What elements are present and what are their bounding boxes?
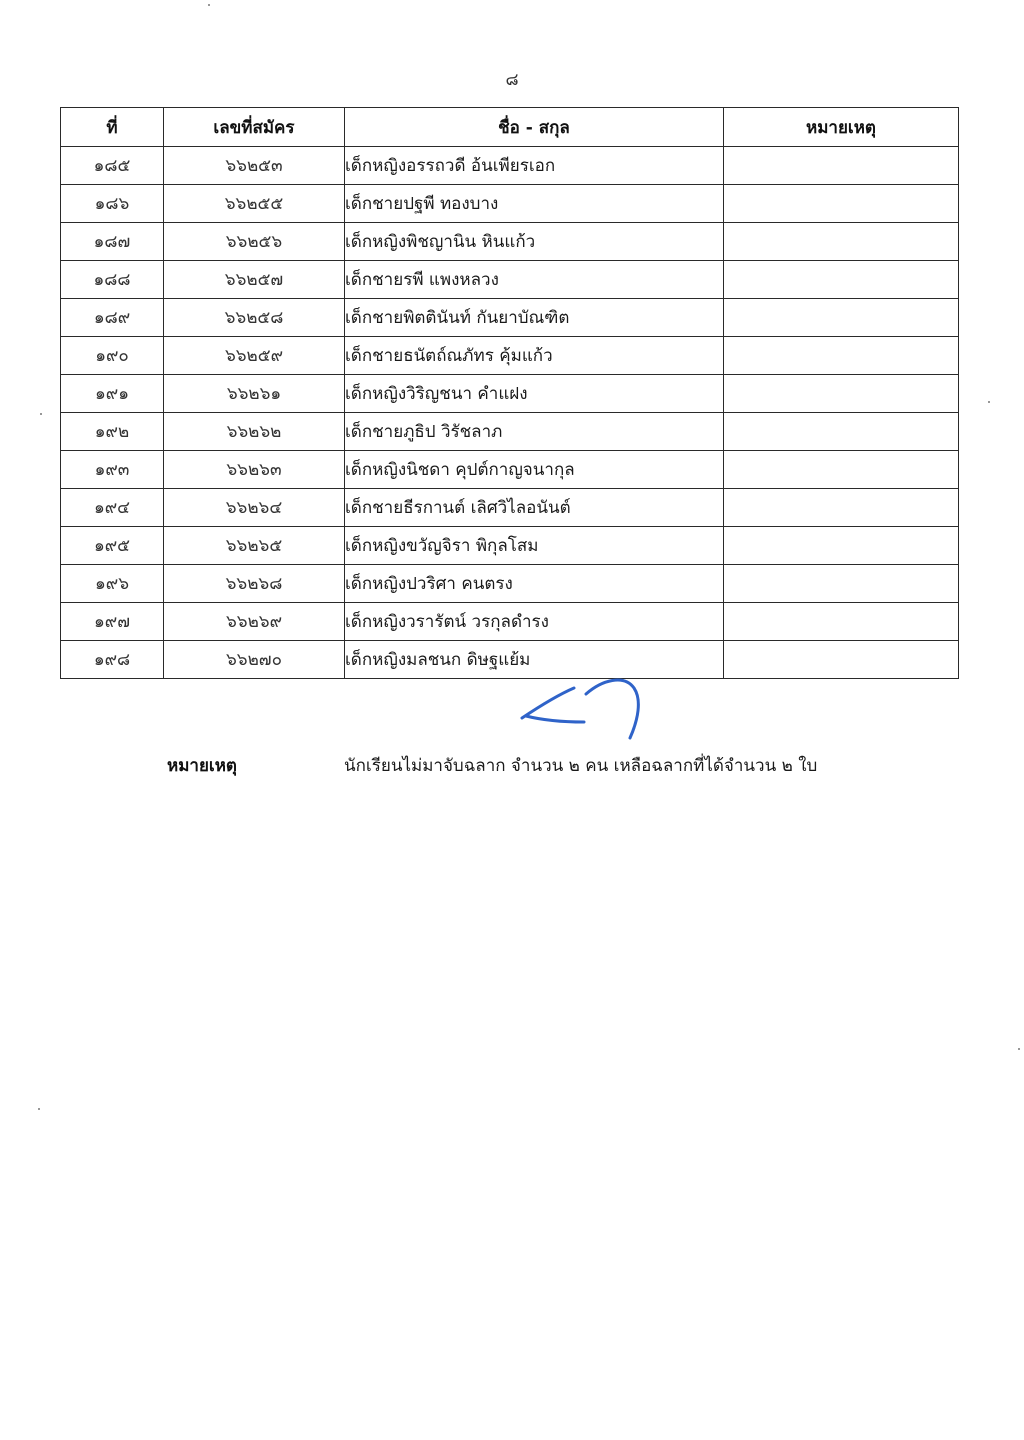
cell-application-number: ๖๖๒๖๔	[164, 489, 345, 527]
table-row	[61, 641, 959, 679]
scan-speck	[1018, 1048, 1020, 1050]
cell-application-number: ๖๖๒๗๐	[164, 641, 345, 679]
cell-no: ๑๙๖	[61, 565, 164, 603]
cell-application-number: ๖๖๒๕๓	[164, 147, 345, 185]
cell-no: ๑๙๕	[61, 527, 164, 565]
header-application-number: เลขที่สมัคร	[164, 108, 345, 147]
table-row	[61, 527, 959, 565]
cell-full-name: เด็กหญิงอรรถวดี อ้นเพียรเอก	[345, 147, 724, 185]
cell-full-name: เด็กหญิงวิริญชนา คำแฝง	[345, 375, 724, 413]
table-row	[61, 375, 959, 413]
cell-application-number: ๖๖๒๖๓	[164, 451, 345, 489]
cell-remark	[724, 565, 959, 603]
header-full-name: ชื่อ - สกุล	[345, 108, 724, 147]
cell-application-number: ๖๖๒๕๙	[164, 337, 345, 375]
cell-no: ๑๙๓	[61, 451, 164, 489]
cell-full-name: เด็กชายรพี แพงหลวง	[345, 261, 724, 299]
cell-remark	[724, 337, 959, 375]
cell-application-number: ๖๖๒๕๗	[164, 261, 345, 299]
cell-remark	[724, 375, 959, 413]
cell-application-number: ๖๖๒๕๘	[164, 299, 345, 337]
cell-remark	[724, 489, 959, 527]
signature-scribble	[512, 676, 652, 746]
table-row	[61, 337, 959, 375]
cell-application-number: ๖๖๒๕๖	[164, 223, 345, 261]
table-row	[61, 261, 959, 299]
cell-application-number: ๖๖๒๖๕	[164, 527, 345, 565]
cell-application-number: ๖๖๒๖๒	[164, 413, 345, 451]
cell-remark	[724, 451, 959, 489]
cell-no: ๑๘๙	[61, 299, 164, 337]
cell-no: ๑๙๒	[61, 413, 164, 451]
cell-remark	[724, 603, 959, 641]
cell-full-name: เด็กชายพิตตินันท์ กันยาบัณฑิต	[345, 299, 724, 337]
cell-remark	[724, 261, 959, 299]
cell-application-number: ๖๖๒๖๙	[164, 603, 345, 641]
cell-no: ๑๙๑	[61, 375, 164, 413]
remark-label: หมายเหตุ	[167, 756, 237, 776]
cell-remark	[724, 185, 959, 223]
table-row	[61, 299, 959, 337]
table-header	[61, 108, 959, 147]
cell-no: ๑๙๐	[61, 337, 164, 375]
table-row	[61, 185, 959, 223]
cell-full-name: เด็กหญิงปวริศา คนตรง	[345, 565, 724, 603]
cell-application-number: ๖๖๒๖๘	[164, 565, 345, 603]
page-number: ๘	[505, 70, 519, 90]
cell-remark	[724, 413, 959, 451]
table-row	[61, 223, 959, 261]
cell-remark	[724, 527, 959, 565]
applicant-table	[60, 107, 959, 679]
cell-remark	[724, 641, 959, 679]
header-remark: หมายเหตุ	[724, 108, 959, 147]
cell-full-name: เด็กหญิงวรารัตน์ วรกุลดำรง	[345, 603, 724, 641]
cell-full-name: เด็กหญิงนิชดา คุปต์กาญจนากุล	[345, 451, 724, 489]
cell-application-number: ๖๖๒๖๑	[164, 375, 345, 413]
cell-full-name: เด็กชายภูธิป วิรัชลาภ	[345, 413, 724, 451]
remark-text: นักเรียนไม่มาจับฉลาก จำนวน ๒ คน เหลือฉลากที่ได้จำนวน ๒ ใบ	[344, 756, 818, 776]
cell-full-name: เด็กชายธนัตถ์ณภัทร คุ้มแก้ว	[345, 337, 724, 375]
table-row	[61, 451, 959, 489]
cell-full-name: เด็กหญิงพิชญานิน หินแก้ว	[345, 223, 724, 261]
cell-no: ๑๘๗	[61, 223, 164, 261]
table-row	[61, 489, 959, 527]
cell-remark	[724, 147, 959, 185]
scan-speck	[38, 1108, 40, 1110]
cell-no: ๑๙๔	[61, 489, 164, 527]
table-row	[61, 147, 959, 185]
cell-application-number: ๖๖๒๕๕	[164, 185, 345, 223]
table-row	[61, 413, 959, 451]
scan-speck	[208, 4, 210, 6]
cell-full-name: เด็กหญิงมลชนก ดิษฐแย้ม	[345, 641, 724, 679]
table-row	[61, 565, 959, 603]
cell-no: ๑๙๗	[61, 603, 164, 641]
cell-no: ๑๘๖	[61, 185, 164, 223]
cell-full-name: เด็กชายธีรกานต์ เลิศวิไลอนันต์	[345, 489, 724, 527]
scan-speck	[40, 413, 42, 415]
table-body	[61, 147, 959, 679]
cell-no: ๑๘๕	[61, 147, 164, 185]
scan-speck	[988, 401, 990, 403]
cell-remark	[724, 223, 959, 261]
table-row	[61, 603, 959, 641]
cell-remark	[724, 299, 959, 337]
cell-no: ๑๙๘	[61, 641, 164, 679]
header-no: ที่	[61, 108, 164, 147]
cell-no: ๑๘๘	[61, 261, 164, 299]
cell-full-name: เด็กชายปฐพี ทองบาง	[345, 185, 724, 223]
cell-full-name: เด็กหญิงขวัญจิรา พิกุลโสม	[345, 527, 724, 565]
